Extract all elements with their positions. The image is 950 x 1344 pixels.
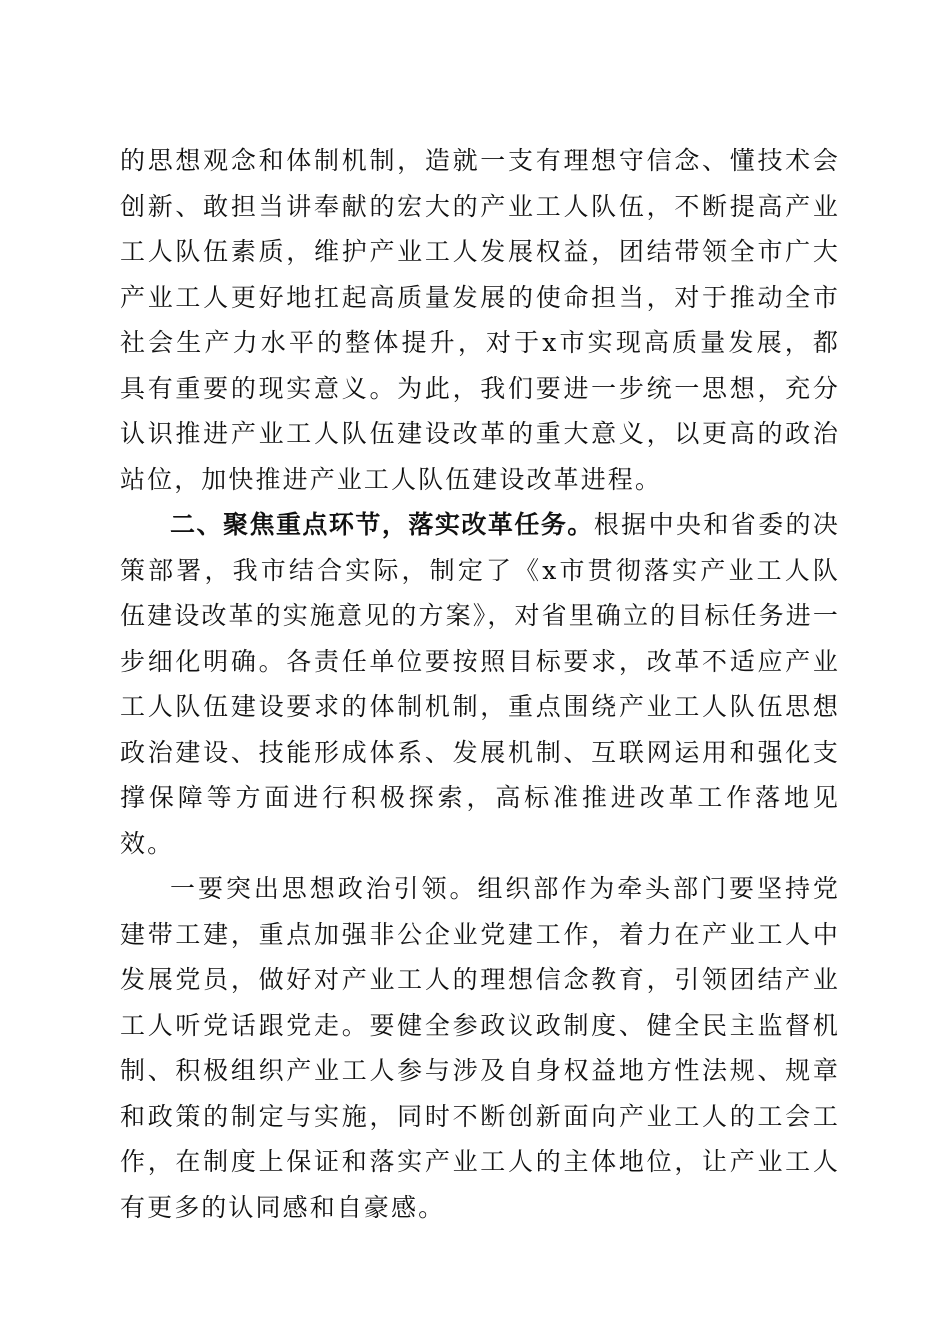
paragraph-text: 根据中央和省委的决策部署，我市结合实际，制定了《x市贯彻落实产业工人队伍建设改革的实施意见的方案》，对省里确立的目标任务进一步细化明确。各责任单位要按照目标要求，改革不适应产业工人队伍建设要求的体制机制，重点围绕产业工人队伍思想政治建设、技能形成体系、发展机制、互联网运用和强化支撑保障等方面进行积极探索，高标准推进改革工作落地见效。 — [120, 510, 840, 858]
section-heading: 二、聚焦重点环节，落实改革任务。 — [170, 510, 594, 539]
paragraph-text: 一要突出思想政治引领。组织部作为牵头部门要坚持党建带工建，重点加强非公企业党建工作，着力在产业工人中发展党员，做好对产业工人的理想信念教育，引领团结产业工人听党话跟党走。要健全参政议政制度、健全民主监督机制、积极组织产业工人参与涉及自身权益地方性法规、规章和政策的制定与实施，同时不断创新面向产业工人的工会工作，在制度上保证和落实产业工人的主体地位，让产业工人有更多的认同感和自豪感。 — [120, 874, 840, 1222]
document-body — [120, 138, 840, 1230]
paragraph-section-two — [120, 502, 840, 866]
paragraph-continuation — [120, 138, 840, 502]
paragraph-text: 的思想观念和体制机制，造就一支有理想守信念、懂技术会创新、敢担当讲奉献的宏大的产业工人队伍，不断提高产业工人队伍素质，维护产业工人发展权益，团结带领全市广大产业工人更好地扛起高质量发展的使命担当，对于推动全市社会生产力水平的整体提升，对于x市实现高质量发展，都具有重要的现实意义。为此，我们要进一步统一思想，充分认识推进产业工人队伍建设改革的重大意义，以更高的政治站位，加快推进产业工人队伍建设改革进程。 — [120, 146, 840, 494]
paragraph-point-one — [120, 866, 840, 1230]
